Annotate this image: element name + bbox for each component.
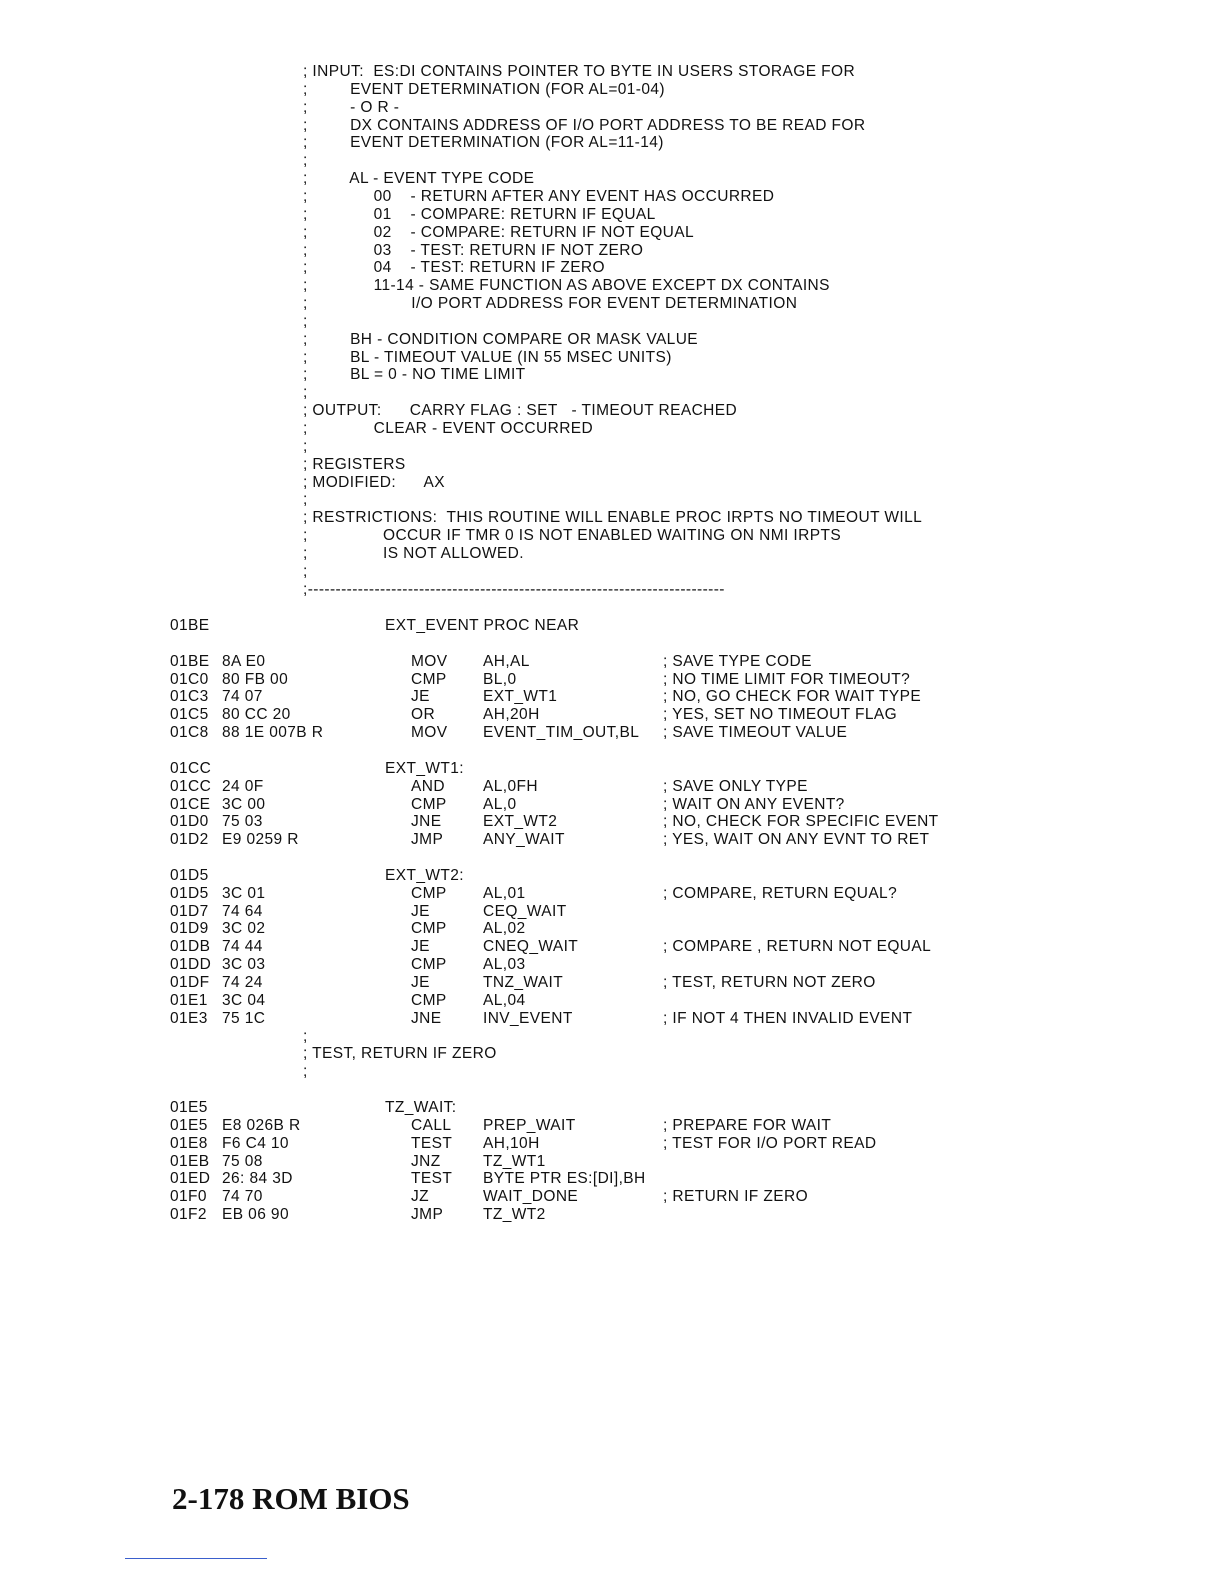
footer-rule <box>125 1558 267 1559</box>
code-address: 01E5 <box>170 1098 208 1116</box>
code-line <box>0 1188 1224 1206</box>
code-operand: BYTE PTR ES:[DI],BH <box>483 1170 646 1188</box>
code-line <box>0 813 1224 831</box>
code-opcode: CMP <box>411 920 447 938</box>
code-address: 01E5 <box>170 1116 208 1134</box>
code-object-bytes: 75 1C <box>222 1009 266 1027</box>
code-address: 01D5 <box>170 884 209 902</box>
code-opcode: JNE <box>411 813 442 831</box>
code-object-bytes: 74 70 <box>222 1188 263 1206</box>
code-object-bytes: 74 44 <box>222 938 263 956</box>
header-comment-line: ; EVENT DETERMINATION (FOR AL=01-04) <box>303 80 665 98</box>
code-opcode: OR <box>411 706 436 724</box>
code-comment: ; IF NOT 4 THEN INVALID EVENT <box>663 1009 913 1027</box>
code-object-bytes: E8 026B R <box>222 1116 301 1134</box>
code-object-bytes: 24 0F <box>222 777 264 795</box>
code-comment: ; SAVE TIMEOUT VALUE <box>663 724 848 742</box>
code-operand: EVENT_TIM_OUT,BL <box>483 724 640 742</box>
code-object-bytes: F6 C4 10 <box>222 1134 289 1152</box>
code-operand: AH,10H <box>483 1134 540 1152</box>
code-comment: ; SAVE TYPE CODE <box>663 652 812 670</box>
code-address: 01C0 <box>170 670 209 688</box>
code-comment: ; TEST FOR I/O PORT READ <box>663 1134 877 1152</box>
header-comment-line: ; BL - TIMEOUT VALUE (IN 55 MSEC UNITS) <box>303 348 672 366</box>
code-line <box>0 1117 1224 1135</box>
code-address: 01DB <box>170 938 211 956</box>
header-comment-line: ; MODIFIED: AX <box>303 473 445 491</box>
code-opcode: TEST <box>411 1170 453 1188</box>
code-operand: CNEQ_WAIT <box>483 938 579 956</box>
header-comment-line: ; BL = 0 - NO TIME LIMIT <box>303 366 526 384</box>
code-line <box>0 1010 1224 1028</box>
code-object-bytes: 3C 01 <box>222 884 266 902</box>
code-comment: ; YES, SET NO TIMEOUT FLAG <box>663 706 898 724</box>
header-comment-line: ; 00 - RETURN AFTER ANY EVENT HAS OCCURRED <box>303 187 775 205</box>
header-comment-line: ; RESTRICTIONS: THIS ROUTINE WILL ENABLE PROC IRPTS NO TIMEOUT WILL <box>303 509 923 527</box>
code-address: 01E1 <box>170 991 208 1009</box>
code-object-bytes: 3C 03 <box>222 956 266 974</box>
code-operand: PREP_WAIT <box>483 1116 576 1134</box>
header-comment-line: ; 04 - TEST: RETURN IF ZERO <box>303 259 605 277</box>
code-opcode: AND <box>411 777 445 795</box>
code-line <box>0 903 1224 921</box>
code-opcode: JE <box>411 902 430 920</box>
code-line <box>0 706 1224 724</box>
code-line <box>0 796 1224 814</box>
header-comment-line: ; <box>303 152 308 170</box>
code-label: EXT_WT1: <box>385 759 464 777</box>
code-object-bytes: 75 08 <box>222 1152 263 1170</box>
code-opcode: CMP <box>411 991 447 1009</box>
page-footer: 2-178 ROM BIOS <box>172 1481 410 1516</box>
header-comment-line: ;--------------------------------------------------------------------------- <box>303 580 725 598</box>
header-comment-line: ; IS NOT ALLOWED. <box>303 544 524 562</box>
code-address: 01C5 <box>170 706 209 724</box>
code-operand: AL,01 <box>483 884 526 902</box>
code-operand: ANY_WAIT <box>483 831 565 849</box>
code-line <box>0 1206 1224 1224</box>
code-label: EXT_WT2: <box>385 866 464 884</box>
code-opcode: JMP <box>411 1206 444 1224</box>
code-address: 01E8 <box>170 1134 208 1152</box>
code-address: 01CC <box>170 759 212 777</box>
code-operand: AL,0 <box>483 795 517 813</box>
code-address: 01D0 <box>170 813 209 831</box>
header-comment-line: ; <box>303 491 308 509</box>
code-comment: ; COMPARE , RETURN NOT EQUAL <box>663 938 932 956</box>
code-address: 01F0 <box>170 1188 207 1206</box>
section-comment-line: ; <box>303 1063 308 1081</box>
header-comment-line: ; 11-14 - SAME FUNCTION AS ABOVE EXCEPT DX CONTAINS <box>303 277 830 295</box>
code-opcode: JE <box>411 688 430 706</box>
code-opcode: JNE <box>411 1009 442 1027</box>
code-address: 01D9 <box>170 920 209 938</box>
code-operand: CEQ_WAIT <box>483 902 567 920</box>
header-comment-line: ; OCCUR IF TMR 0 IS NOT ENABLED WAITING ON NMI IRPTS <box>303 527 842 545</box>
header-comment-line: ; AL - EVENT TYPE CODE <box>303 170 535 188</box>
code-comment: ; PREPARE FOR WAIT <box>663 1116 832 1134</box>
code-comment: ; COMPARE, RETURN EQUAL? <box>663 884 898 902</box>
code-line <box>0 938 1224 956</box>
code-line <box>0 688 1224 706</box>
code-operand: TNZ_WAIT <box>483 974 564 991</box>
code-label: TZ_WAIT: <box>385 1098 457 1116</box>
code-object-bytes: 3C 04 <box>222 991 266 1009</box>
code-line <box>0 760 1224 778</box>
code-operand: AH,20H <box>483 706 540 724</box>
header-comment-line: ; OUTPUT: CARRY FLAG : SET - TIMEOUT REACHED <box>303 402 738 420</box>
code-object-bytes: 74 64 <box>222 902 263 920</box>
code-operand: EXT_WT2 <box>483 813 558 831</box>
code-operand: AH,AL <box>483 652 530 670</box>
code-address: 01ED <box>170 1170 211 1188</box>
section-comment-line: ; <box>303 1027 308 1045</box>
header-comment-line: ; <box>303 562 308 580</box>
code-line <box>0 920 1224 938</box>
header-comment-line: ; DX CONTAINS ADDRESS OF I/O PORT ADDRESS TO BE READ FOR <box>303 116 866 134</box>
code-opcode: JNZ <box>411 1152 441 1170</box>
code-comment: ; SAVE ONLY TYPE <box>663 777 808 795</box>
code-line <box>0 831 1224 849</box>
code-address: 01D7 <box>170 902 209 920</box>
code-comment: ; NO, CHECK FOR SPECIFIC EVENT <box>663 813 939 831</box>
code-address: 01EB <box>170 1152 210 1170</box>
code-operand: TZ_WT1 <box>483 1152 546 1170</box>
code-operand: AL,02 <box>483 920 526 938</box>
code-comment: ; NO, GO CHECK FOR WAIT TYPE <box>663 688 922 706</box>
header-comment-line: ; EVENT DETERMINATION (FOR AL=11-14) <box>303 134 664 152</box>
header-comment-line: ; 03 - TEST: RETURN IF NOT ZERO <box>303 241 644 259</box>
code-address: 01DF <box>170 974 210 991</box>
code-opcode: CMP <box>411 795 447 813</box>
code-opcode: MOV <box>411 724 448 742</box>
code-operand: AL,04 <box>483 991 526 1009</box>
code-line <box>0 724 1224 742</box>
code-opcode: CMP <box>411 670 447 688</box>
code-address: 01DD <box>170 956 212 974</box>
code-opcode: TEST <box>411 1134 453 1152</box>
code-opcode: CMP <box>411 956 447 974</box>
code-address: 01F2 <box>170 1206 207 1224</box>
code-line <box>0 617 1224 635</box>
code-comment: ; WAIT ON ANY EVENT? <box>663 795 845 813</box>
code-object-bytes: 3C 00 <box>222 795 266 813</box>
header-comment-line: ; REGISTERS <box>303 455 406 473</box>
code-operand: EXT_WT1 <box>483 688 558 706</box>
code-line <box>0 992 1224 1010</box>
code-object-bytes: 26: 84 3D <box>222 1170 293 1188</box>
code-operand: WAIT_DONE <box>483 1188 579 1206</box>
code-object-bytes: 8A E0 <box>222 652 266 670</box>
code-opcode: JZ <box>411 1188 430 1206</box>
code-operand: INV_EVENT <box>483 1009 573 1027</box>
code-line <box>0 1099 1224 1117</box>
code-comment: ; RETURN IF ZERO <box>663 1188 809 1206</box>
code-comment: ; TEST, RETURN NOT ZERO <box>663 974 876 991</box>
header-comment-line: ; <box>303 437 308 455</box>
code-opcode: JMP <box>411 831 444 849</box>
code-address: 01C3 <box>170 688 209 706</box>
code-address: 01D5 <box>170 866 209 884</box>
code-operand: AL,03 <box>483 956 526 974</box>
code-object-bytes: 88 1E 007B R <box>222 724 324 742</box>
code-object-bytes: 3C 02 <box>222 920 266 938</box>
code-address: 01BE <box>170 652 210 670</box>
code-address: 01C8 <box>170 724 209 742</box>
header-comment-line: ; I/O PORT ADDRESS FOR EVENT DETERMINATION <box>303 295 798 313</box>
code-operand: BL,0 <box>483 670 517 688</box>
header-comment-line: ; - O R - <box>303 98 400 116</box>
code-label: EXT_EVENT PROC NEAR <box>385 617 580 634</box>
code-address: 01CC <box>170 777 212 795</box>
header-comment-line: ; 02 - COMPARE: RETURN IF NOT EQUAL <box>303 223 695 241</box>
code-object-bytes: E9 0259 R <box>222 831 299 849</box>
code-line <box>0 671 1224 689</box>
code-line <box>0 867 1224 885</box>
header-comment-line: ; 01 - COMPARE: RETURN IF EQUAL <box>303 205 656 223</box>
code-comment: ; YES, WAIT ON ANY EVNT TO RET <box>663 831 930 849</box>
header-comment-line: ; BH - CONDITION COMPARE OR MASK VALUE <box>303 330 699 348</box>
code-operand: TZ_WT2 <box>483 1206 546 1224</box>
code-opcode: JE <box>411 938 430 956</box>
code-line <box>0 956 1224 974</box>
header-comment-line: ; INPUT: ES:DI CONTAINS POINTER TO BYTE IN USERS STORAGE FOR <box>303 63 856 80</box>
code-line <box>0 778 1224 796</box>
code-object-bytes: 80 FB 00 <box>222 670 289 688</box>
code-opcode: CMP <box>411 884 447 902</box>
code-opcode: CALL <box>411 1116 452 1134</box>
code-address: 01D2 <box>170 831 209 849</box>
code-line <box>0 1153 1224 1171</box>
code-line <box>0 1170 1224 1188</box>
code-address: 01BE <box>170 617 210 634</box>
header-comment-line: ; <box>303 384 308 402</box>
code-address: 01CE <box>170 795 211 813</box>
code-comment: ; NO TIME LIMIT FOR TIMEOUT? <box>663 670 911 688</box>
code-object-bytes: 75 03 <box>222 813 263 831</box>
code-address: 01E3 <box>170 1009 208 1027</box>
code-line <box>0 974 1224 992</box>
code-line <box>0 653 1224 671</box>
header-comment-line: ; CLEAR - EVENT OCCURRED <box>303 420 594 437</box>
code-object-bytes: EB 06 90 <box>222 1206 289 1224</box>
code-object-bytes: 74 07 <box>222 688 263 706</box>
code-opcode: JE <box>411 974 430 991</box>
code-opcode: MOV <box>411 652 448 670</box>
code-object-bytes: 80 CC 20 <box>222 706 291 724</box>
header-comment-line: ; <box>303 312 308 330</box>
code-line <box>0 1135 1224 1153</box>
code-operand: AL,0FH <box>483 777 538 795</box>
code-object-bytes: 74 24 <box>222 974 263 991</box>
code-line <box>0 885 1224 903</box>
section-comment-line: ; TEST, RETURN IF ZERO <box>303 1045 497 1063</box>
